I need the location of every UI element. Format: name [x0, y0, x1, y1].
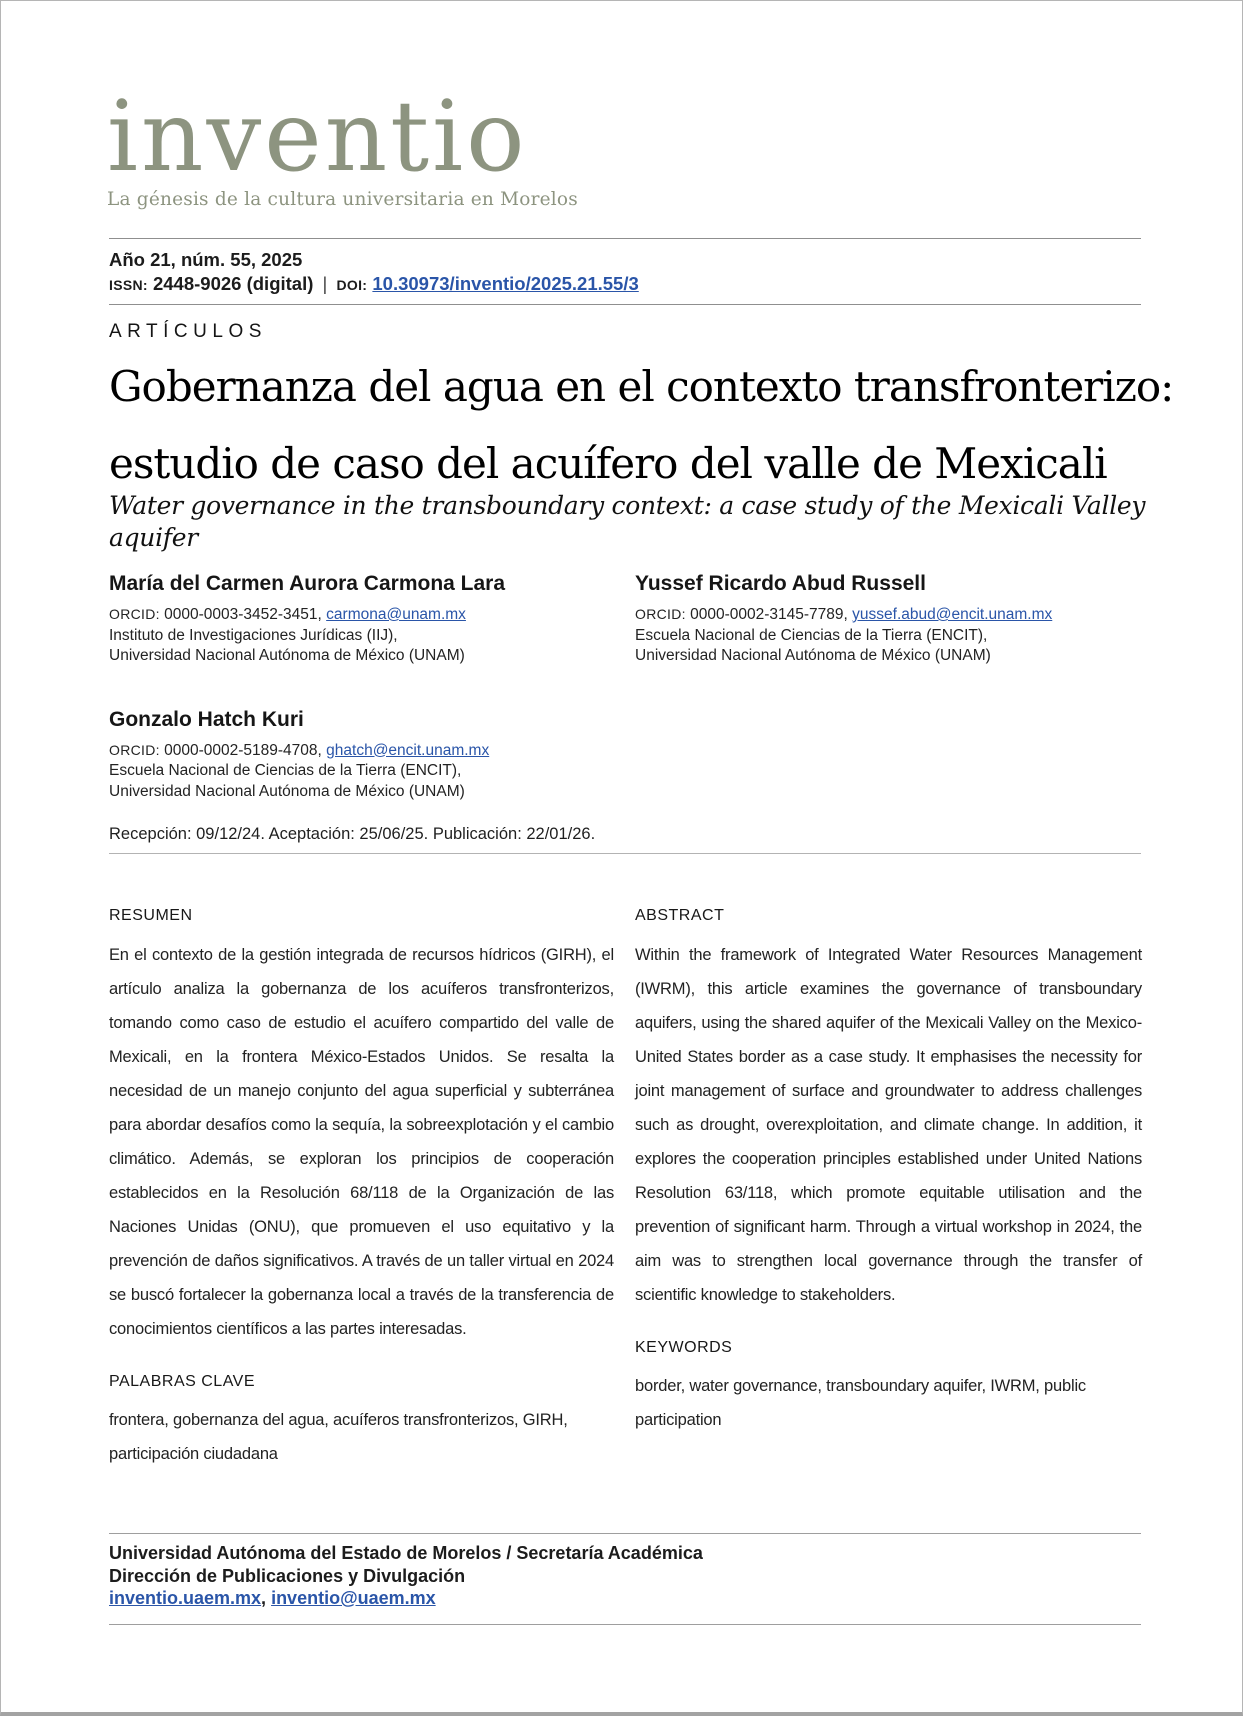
- issn-label: ISSN:: [109, 277, 148, 293]
- orcid-id: 0000-0002-3145-7789,: [690, 606, 848, 623]
- section-label: ARTÍCULOS: [109, 321, 267, 342]
- author-orcid-line: [109, 604, 614, 626]
- abstract-body: Within the framework of Integrated Water Resources Management (IWRM), this article examines the governance of transboundary aquifers, using the shared aquifer of the Mexicali Valley on the Mexico-United States border as a case study. It emphasises the necessity for joint management of surface and groundwater to address challenges such as drought, overexploitation, and climate change. In addition, it explores the cooperation principles established under United Nations Resolution 63/118, which promote equitable utilisation and the prevention of significant harm. Through a virtual workshop in 2024, the aim was to strengthen local governance through the transfer of scientific knowledge to stakeholders.: [635, 946, 1142, 1304]
- article-title: [109, 348, 1174, 502]
- author-email-link[interactable]: carmona@unam.mx: [326, 606, 466, 623]
- author-block: [109, 571, 614, 667]
- author-affiliation-1: Instituto de Investigaciones Jurídicas (IIJ),: [109, 626, 398, 644]
- footer-rule-bottom: [109, 1624, 1141, 1625]
- footer-department: Dirección de Publicaciones y Divulgación: [109, 1565, 466, 1586]
- masthead-rule: [109, 238, 1141, 239]
- divider-rule: [109, 853, 1141, 854]
- journal-logo: inventio: [107, 80, 528, 193]
- author-name: Yussef Ricardo Abud Russell: [635, 572, 926, 595]
- divider: |: [322, 273, 328, 294]
- footer-institution: Universidad Autónoma del Estado de Morelos / Secretaría Académica: [109, 1543, 703, 1563]
- author-block: [109, 707, 614, 803]
- author-affiliation-1: Escuela Nacional de Ciencias de la Tierra (ENCIT),: [109, 762, 462, 779]
- footer-email-link[interactable]: inventio@uaem.mx: [271, 1588, 436, 1608]
- orcid-label: ORCID:: [109, 606, 160, 622]
- resumen-heading: RESUMEN: [109, 907, 193, 924]
- doi-link[interactable]: 10.30973/inventio/2025.21.55/3: [372, 273, 639, 294]
- author-email-link[interactable]: yussef.abud@encit.unam.mx: [852, 606, 1053, 623]
- author-affiliation-2: Universidad Nacional Autónoma de México (UNAM): [635, 647, 991, 664]
- palabras-clave-list: frontera, gobernanza del agua, acuíferos transfronterizos, GIRH, participación ciudadana: [109, 1411, 568, 1463]
- authors-block: [109, 571, 1141, 802]
- issn-doi-line: [109, 272, 639, 297]
- abstract-heading: ABSTRACT: [635, 907, 725, 924]
- author-orcid-line: [635, 604, 1141, 626]
- article-subtitle-en: Water governance in the transboundary context: a case study of the Mexicali Valley aquifer: [109, 491, 1146, 552]
- masthead: [107, 80, 578, 211]
- orcid-label: ORCID:: [109, 741, 160, 758]
- author-block: [635, 571, 1141, 667]
- footer-links-separator: ,: [261, 1588, 272, 1608]
- author-orcid-line: [109, 740, 614, 762]
- author-affiliation-2: Universidad Nacional Autónoma de México (UNAM): [109, 647, 465, 664]
- keywords-list: border, water governance, transboundary aquifer, IWRM, public participation: [635, 1377, 1086, 1429]
- abstract-column: [635, 907, 1142, 1471]
- resumen-body: En el contexto de la gestión integrada de recursos hídricos (GIRH), el artículo analiza la gobernanza de los acuíferos transfronterizos, tomando como caso de estudio el acuífero compartido del valle de Mexicali, en la frontera México-Estados Unidos. Se resalta la necesidad de un manejo conjunto del agua superficial y subterránea para abordar desafíos como la sequía, la sobreexplotación y el cambio climático. Además, se exploran los principios de cooperación establecidos en la Resolución 68/118 de la Organización de las Naciones Unidas (ONU), que promueven el uso equitativo y la prevención de daños significativos. A través de un taller virtual en 2024 se buscó fortalecer la gobernanza local a través de la transferencia de conocimientos científicos a las partes interesadas.: [109, 946, 614, 1338]
- orcid-label: ORCID:: [635, 606, 686, 622]
- footer-block: [109, 1542, 703, 1610]
- article-title-line1: Gobernanza del agua en el contexto transfronterizo:: [109, 362, 1174, 411]
- header-rule: [109, 304, 1141, 305]
- doi-label: DOI:: [336, 277, 368, 293]
- orcid-id: 0000-0003-3452-3451,: [164, 606, 322, 623]
- palabras-clave-heading: PALABRAS CLAVE: [109, 1373, 256, 1390]
- abstract-section: [109, 907, 1142, 1471]
- footer-links-line: [109, 1587, 703, 1610]
- footer-rule-top: [109, 1533, 1141, 1534]
- author-name: Gonzalo Hatch Kuri: [109, 707, 304, 731]
- issue-block: [109, 248, 639, 297]
- author-affiliation-1: Escuela Nacional de Ciencias de la Tierra (ENCIT),: [635, 626, 988, 644]
- author-affiliation-2: Universidad Nacional Autónoma de México (UNAM): [109, 782, 465, 800]
- issn-value: 2448-9026 (digital): [152, 273, 314, 294]
- resumen-column: [109, 907, 614, 1471]
- journal-tagline: La génesis de la cultura universitaria en Morelos: [107, 189, 578, 210]
- article-title-line2: estudio de caso del acuífero del valle de Mexicali: [109, 439, 1107, 488]
- author-name: María del Carmen Aurora Carmona Lara: [109, 572, 506, 595]
- keywords-heading: KEYWORDS: [635, 1339, 733, 1356]
- orcid-id: 0000-0002-5189-4708,: [164, 741, 322, 759]
- footer-site-link[interactable]: inventio.uaem.mx: [109, 1588, 262, 1608]
- dates-line: Recepción: 09/12/24. Aceptación: 25/06/25. Publicación: 22/01/26.: [109, 825, 596, 843]
- issue-line: Año 21, núm. 55, 2025: [109, 249, 303, 270]
- author-email-link[interactable]: ghatch@encit.unam.mx: [326, 741, 490, 759]
